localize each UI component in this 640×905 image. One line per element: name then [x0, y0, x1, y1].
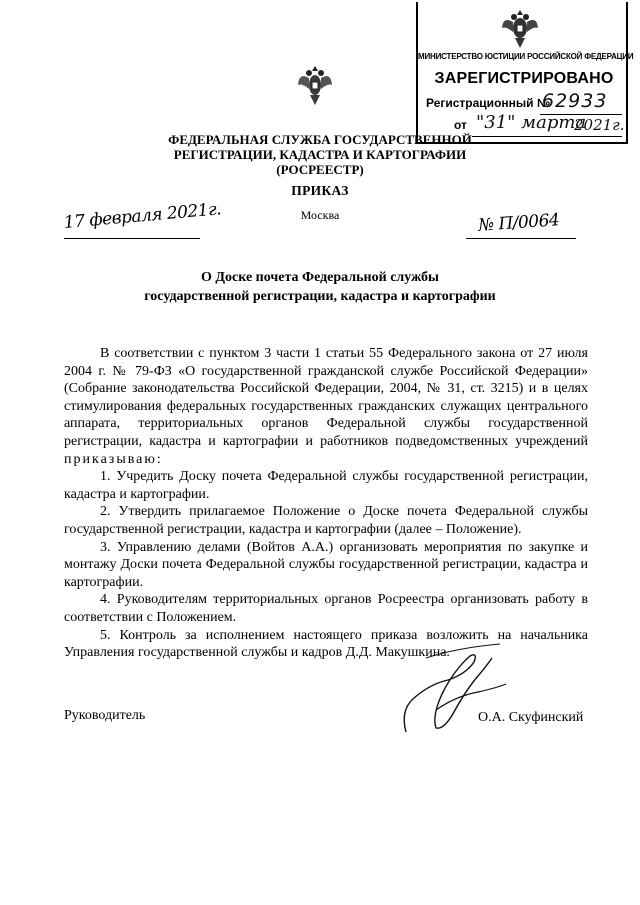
- stamp-registered: ЗАРЕГИСТРИРОВАНО: [434, 70, 614, 87]
- preamble-text: В соответствии с пунктом 3 части 1 статьи 55 Федерального закона от 27 июля 2004 г. № 79-ФЗ «О государственной гражданской службе Российской Федерации» (Собрание законодательства Российской Федерации, 2004, № 31, ст. 3215) и в целях стимулирования федеральных государственных гражданских служащих центрального аппарата, территориальных органов Федеральной службы государственной регистрации, кадастра и картографии и работников подведомственных учреждений: [64, 346, 588, 449]
- registration-stamp: [416, 2, 634, 144]
- preamble-paragraph: [64, 345, 588, 468]
- stamp-date-handwritten: "31" марта: [476, 112, 587, 133]
- org-line-2: РЕГИСТРАЦИИ, КАДАСТРА И КАРТОГРАФИИ: [173, 147, 467, 162]
- subject-line-1: О Доске почета Федеральной службы: [201, 270, 439, 285]
- organization-name: [140, 132, 500, 177]
- order-item-3: 3. Управлению делами (Войтов А.А.) организовать мероприятия по закупке и монтажу Доски почета Федеральной службы государственной регистрации, кадастра и картографии.: [64, 539, 588, 590]
- stamp-emblem-icon: [500, 6, 540, 50]
- signatory-name: О.А. Скуфинский: [478, 710, 584, 725]
- order-number-line: [466, 238, 576, 239]
- signatory-position: Руководитель: [64, 708, 146, 723]
- stamp-reg-number: 62933: [542, 90, 608, 112]
- order-body: [64, 345, 588, 662]
- order-item-1: 1. Учредить Доску почета Федеральной службы государственной регистрации, кадастра и картографии.: [64, 469, 588, 502]
- order-subject: [100, 268, 540, 306]
- order-date-line: [64, 238, 200, 239]
- order-item-2: 2. Утвердить прилагаемое Положение о Доске почета Федеральной службы государственной регистрации, кадастра и картографии (далее – Положение).: [64, 504, 588, 537]
- stamp-reg-label: Регистрационный №: [426, 96, 551, 110]
- stamp-date-prefix: от: [454, 118, 467, 132]
- order-number-handwritten: № П/0064: [477, 210, 560, 236]
- order-item-5: 5. Контроль за исполнением настоящего приказа возложить на начальника Управления государственной службы и кадров Д.Д. Макушкина.: [64, 627, 588, 661]
- subject-line-2: государственной регистрации, кадастра и картографии: [144, 289, 496, 304]
- document-type: ПРИКАЗ: [291, 183, 349, 198]
- stamp-ministry: МИНИСТЕРСТВО ЮСТИЦИИ РОССИЙСКОЙ ФЕДЕРАЦИИ: [418, 52, 634, 61]
- stamp-year-handwritten: 2021г.: [574, 116, 625, 134]
- order-word: приказываю:: [64, 451, 163, 467]
- order-date-handwritten: 17 февраля 2021г.: [63, 199, 222, 233]
- org-line-1: ФЕДЕРАЛЬНАЯ СЛУЖБА ГОСУДАРСТВЕННОЙ: [168, 132, 472, 147]
- coat-of-arms-icon: [297, 64, 333, 106]
- order-item-4: 4. Руководителям территориальных органов Росреестра организовать работу в соответствии с Положением.: [64, 592, 588, 625]
- city: Москва: [300, 208, 340, 222]
- org-line-3: (РОСРЕЕСТР): [276, 162, 364, 177]
